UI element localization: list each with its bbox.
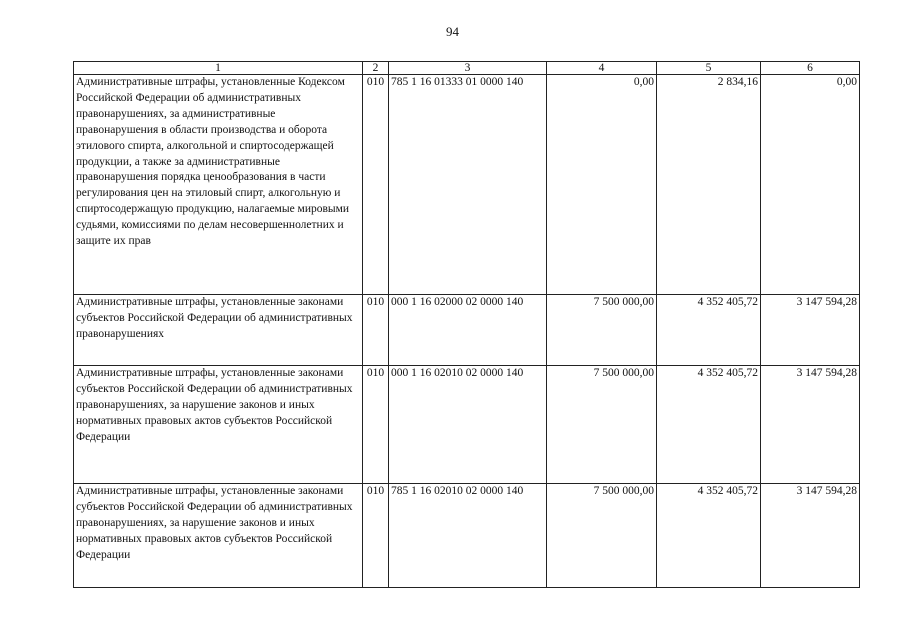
- row-budget-code: 785 1 16 02010 02 0000 140: [389, 484, 547, 588]
- row-value-col5: 4 352 405,72: [657, 484, 761, 588]
- column-header-2: 2: [363, 62, 389, 75]
- header-row: [74, 62, 860, 75]
- row-value-col5: 4 352 405,72: [657, 295, 761, 366]
- column-header-1: 1: [74, 62, 363, 75]
- row-line-code: 010: [363, 295, 389, 366]
- row-budget-code: 000 1 16 02010 02 0000 140: [389, 366, 547, 484]
- row-budget-code: 785 1 16 01333 01 0000 140: [389, 75, 547, 295]
- row-value-col6: 3 147 594,28: [761, 484, 860, 588]
- table-row: [74, 366, 860, 484]
- row-value-col5: 4 352 405,72: [657, 366, 761, 484]
- row-value-col6: 0,00: [761, 75, 860, 295]
- column-header-4: 4: [547, 62, 657, 75]
- report-table: [73, 61, 860, 588]
- row-value-col6: 3 147 594,28: [761, 366, 860, 484]
- row-name: Административные штрафы, установленные Кодексом Российской Федерации об административных правонарушениях, за административные правонарушения в области производства и оборота этилового спирта, алкогольной и спиртосодержащей продукции, а также за административные правонарушения порядка ценообразования в части регулирования цен на этиловый спирт, алкогольную и спиртосодержащую продукцию, налагаемые мировыми судьями, комиссиями по делам несовершеннолетних и защите их прав: [74, 75, 363, 295]
- table-row: [74, 484, 860, 588]
- row-name: Административные штрафы, установленные законами субъектов Российской Федерации об административных правонарушениях, за нарушение законов и иных нормативных правовых актов субъектов Российской Федерации: [74, 366, 363, 484]
- row-value-col4: 7 500 000,00: [547, 484, 657, 588]
- column-header-3: 3: [389, 62, 547, 75]
- row-name: Административные штрафы, установленные законами субъектов Российской Федерации об административных правонарушениях: [74, 295, 363, 366]
- row-budget-code: 000 1 16 02000 02 0000 140: [389, 295, 547, 366]
- row-value-col4: 7 500 000,00: [547, 366, 657, 484]
- row-line-code: 010: [363, 75, 389, 295]
- row-line-code: 010: [363, 366, 389, 484]
- row-value-col4: 0,00: [547, 75, 657, 295]
- page-number: 94: [446, 24, 459, 39]
- row-value-col4: 7 500 000,00: [547, 295, 657, 366]
- row-name: Административные штрафы, установленные законами субъектов Российской Федерации об административных правонарушениях, за нарушение законов и иных нормативных правовых актов субъектов Российской Федерации: [74, 484, 363, 588]
- row-line-code: 010: [363, 484, 389, 588]
- column-header-6: 6: [761, 62, 860, 75]
- row-value-col6: 3 147 594,28: [761, 295, 860, 366]
- row-value-col5: 2 834,16: [657, 75, 761, 295]
- table-row: [74, 75, 860, 295]
- column-header-5: 5: [657, 62, 761, 75]
- table-row: [74, 295, 860, 366]
